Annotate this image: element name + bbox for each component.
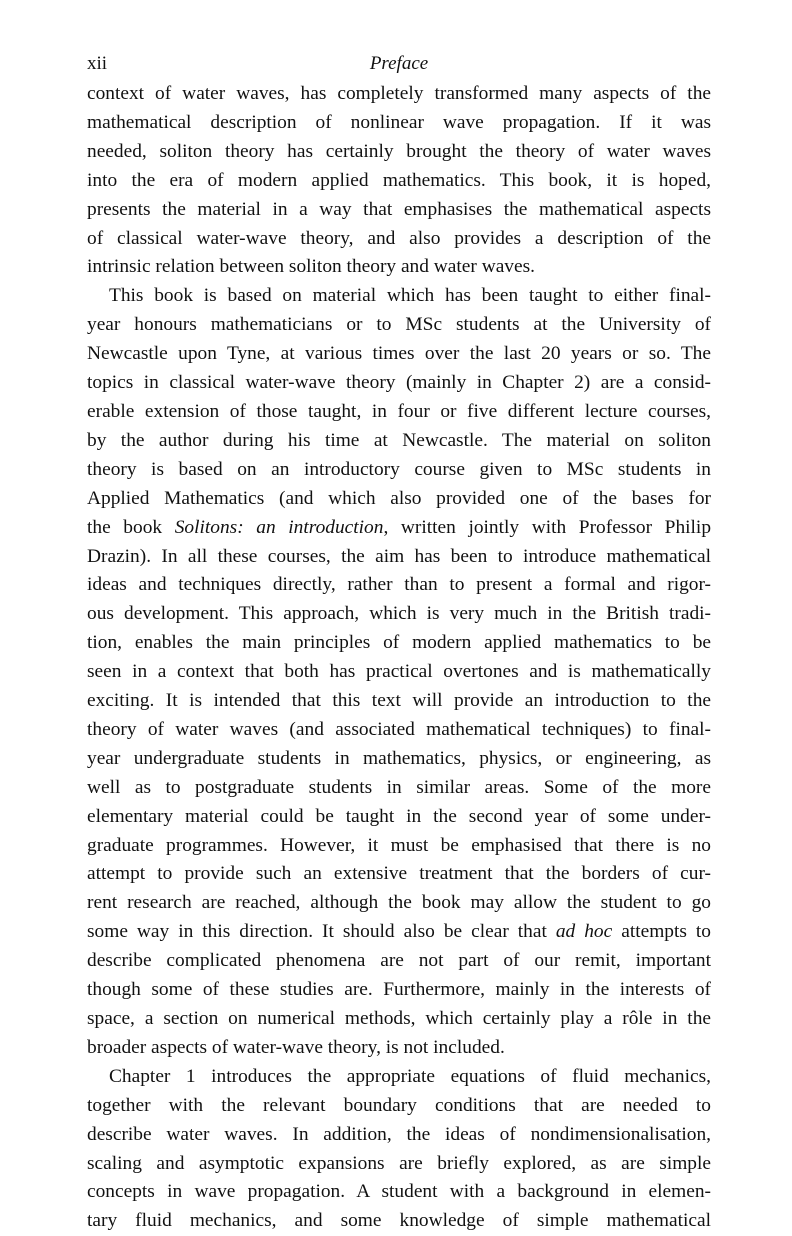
text-line: ous development. This approach, which is very much in the British tradi-	[87, 603, 711, 625]
text-line: This book is based on material which has been taught to either final-	[109, 285, 711, 307]
text-line: of classical water-wave theory, and also provides a description of the	[87, 227, 711, 249]
text-line: describe water waves. In addition, the ideas of nondimensionalisation,	[87, 1123, 711, 1145]
text-line: elementary material could be taught in the second year of some under-	[87, 805, 711, 827]
text-line: well as to postgraduate students in similar areas. Some of the more	[87, 776, 711, 798]
body-text	[87, 80, 711, 1236]
italic-text: Solitons: an introduction	[174, 516, 384, 538]
running-header	[87, 40, 711, 80]
text-line: graduate programmes. However, it must be emphasised that there is no	[87, 834, 711, 856]
text-line: needed, soliton theory has certainly brought the theory of water waves	[87, 140, 711, 162]
text-line: seen in a context that both has practical overtones and is mathematically	[87, 661, 711, 683]
paragraph	[87, 282, 711, 1062]
text-line: Drazin). In all these courses, the aim has been to introduce mathematical	[87, 545, 711, 567]
text-line: year honours mathematicians or to MSc students at the University of	[87, 314, 711, 336]
text-line: Chapter 1 introduces the appropriate equations of fluid mechanics,	[109, 1065, 711, 1087]
text-line: tary fluid mechanics, and some knowledge of simple mathematical	[87, 1210, 711, 1232]
text-line: concepts in wave propagation. A student with a background in elemen-	[87, 1181, 711, 1203]
text-line: intrinsic relation between soliton theory and water waves.	[87, 256, 536, 278]
text-line: year undergraduate students in mathematics, physics, or engineering, as	[87, 747, 711, 769]
paragraph	[87, 80, 711, 282]
text-line: scaling and asymptotic expansions are briefly explored, as are simple	[87, 1152, 711, 1174]
text-line: describe complicated phenomena are not part of our remit, important	[87, 950, 711, 972]
text-line: though some of these studies are. Furthermore, mainly in the interests of	[87, 979, 711, 1001]
text-line: attempt to provide such an extensive treatment that the borders of cur-	[87, 863, 711, 885]
page-number: xii	[87, 53, 108, 74]
text-line: mathematical description of nonlinear wave propagation. If it was	[87, 111, 711, 133]
document-page	[87, 40, 711, 1236]
text-line: tion, enables the main principles of modern applied mathematics to be	[87, 632, 711, 654]
text-line: the book Solitons: an introduction, written jointly with Professor Philip	[87, 516, 712, 538]
text-line: some way in this direction. It should also be clear that ad hoc attempts to	[87, 921, 711, 943]
paragraph	[87, 1063, 711, 1236]
text-line: ideas and techniques directly, rather than to present a formal and rigor-	[87, 574, 711, 596]
text-line: theory is based on an introductory course given to MSc students in	[87, 458, 711, 480]
text-line: by the author during his time at Newcastle. The material on soliton	[87, 429, 711, 451]
text-line: space, a section on numerical methods, which certainly play a rôle in the	[87, 1008, 711, 1029]
text-line: presents the material in a way that emphasises the mathematical aspects	[87, 198, 711, 220]
text-line: rent research are reached, although the book may allow the student to go	[87, 892, 711, 914]
text-line: topics in classical water-wave theory (mainly in Chapter 2) are a consid-	[87, 372, 711, 394]
text-line: broader aspects of water-wave theory, is not included.	[87, 1036, 505, 1058]
text-line: erable extension of those taught, in four or five different lecture courses,	[87, 400, 711, 422]
text-line: context of water waves, has completely transformed many aspects of the	[87, 83, 711, 104]
running-header-title: Preface	[369, 53, 429, 74]
text-line: Applied Mathematics (and which also provided one of the bases for	[87, 487, 711, 509]
text-line: together with the relevant boundary conditions that are needed to	[87, 1094, 711, 1116]
text-line: theory of water waves (and associated mathematical techniques) to final-	[87, 718, 711, 740]
text-line: into the era of modern applied mathematics. This book, it is hoped,	[87, 169, 711, 191]
italic-text: ad hoc	[555, 921, 613, 943]
text-line: exciting. It is intended that this text will provide an introduction to the	[87, 690, 711, 712]
text-line: Newcastle upon Tyne, at various times over the last 20 years or so. The	[87, 343, 711, 365]
